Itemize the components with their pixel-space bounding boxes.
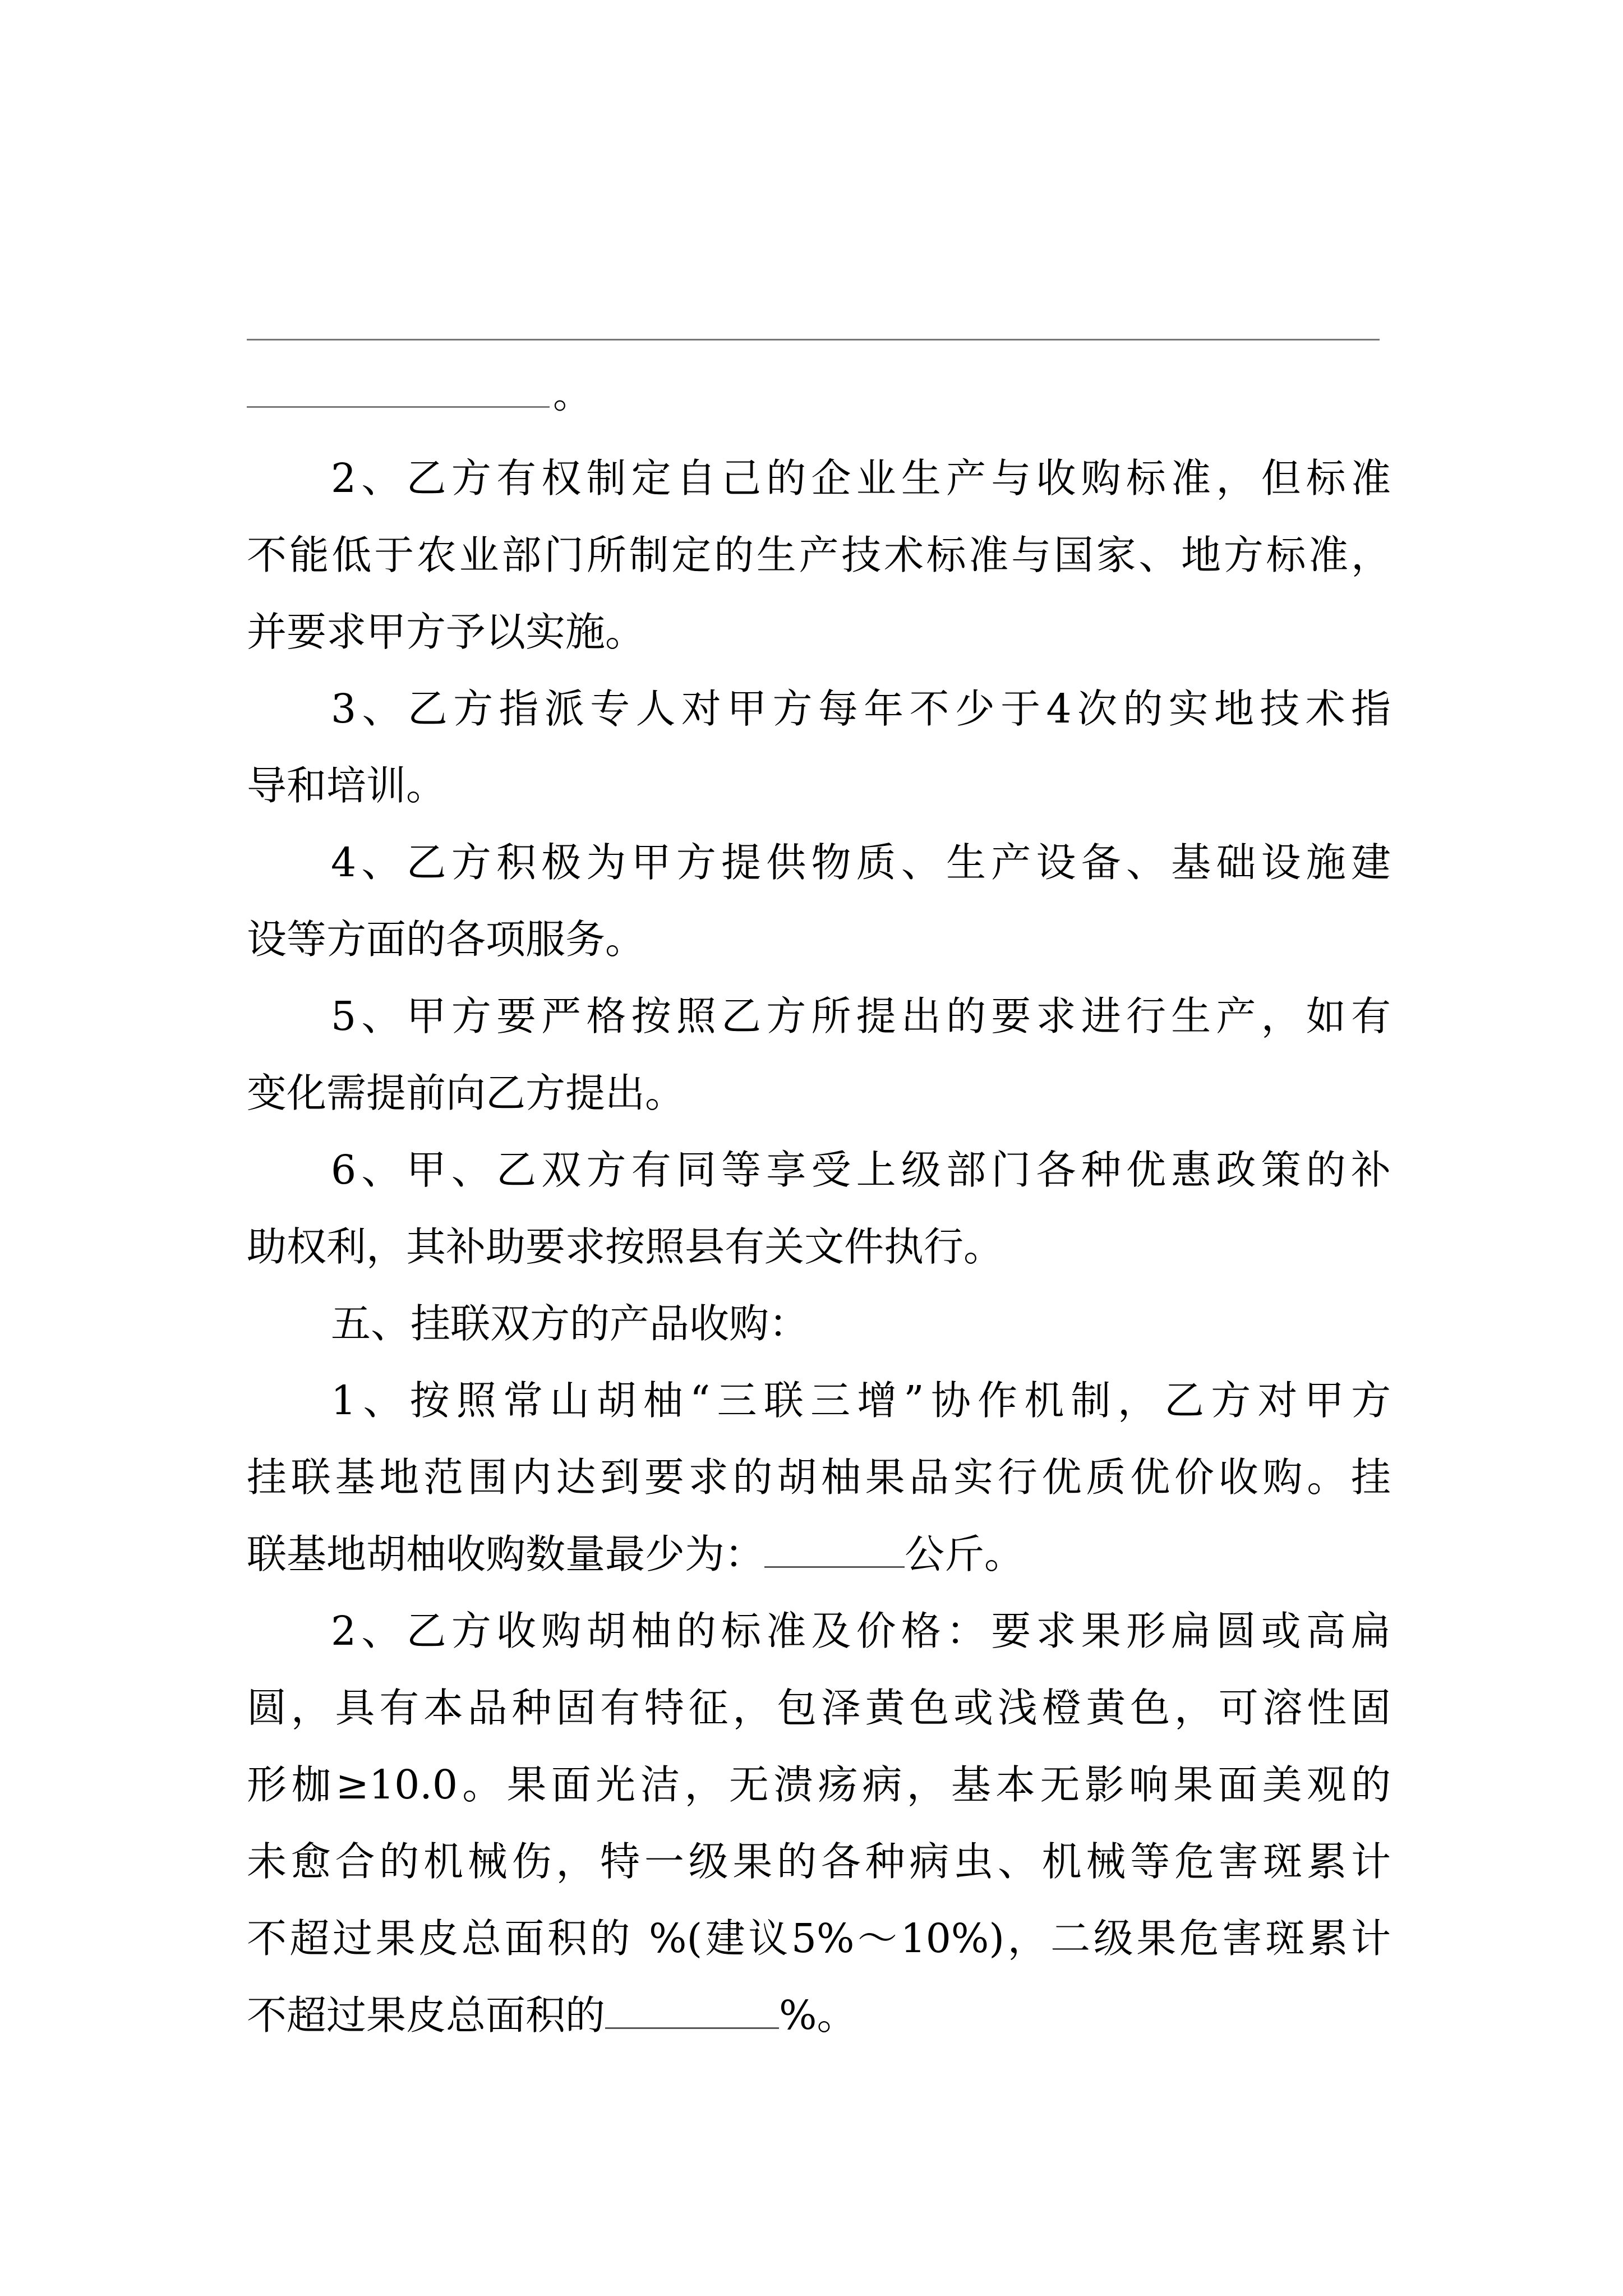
purchase-2-line-5: 不超过果皮总面积的 %(建议5%～10%)，二级果危害斑累计 bbox=[247, 1915, 1391, 1962]
grade-2-text-after: %。 bbox=[779, 1992, 857, 2039]
clause-3-line-2: 导和培训。 bbox=[247, 762, 446, 809]
purchase-2-line-3: 形枷≥10.0。果面光洁，无溃疡病，基本无影响果面美观的 bbox=[247, 1761, 1391, 1808]
grade-2-text-before: 不超过果皮总面积的 bbox=[247, 1992, 606, 2039]
clause-5-line-2: 变化需提前向乙方提出。 bbox=[247, 1070, 685, 1116]
purchase-1-line-3 bbox=[247, 1521, 1391, 1588]
blank-fill-line bbox=[247, 339, 1380, 341]
clause-2-line-2: 不能低于农业部门所制定的生产技术标准与国家、地方标准， bbox=[247, 532, 1391, 578]
clause-3-line-1: 3、乙方指派专人对甲方每年不少于4次的实地技术指 bbox=[331, 685, 1391, 732]
clause-4-line-2: 设等方面的各项服务。 bbox=[247, 916, 645, 963]
purchase-2-line-6 bbox=[247, 1982, 1391, 2049]
clause-6-line-2: 助权利，其补助要求按照县有关文件执行。 bbox=[247, 1223, 1004, 1270]
purchase-2-line-1: 2、乙方收购胡柚的标准及价格：要求果形扁圆或高扁 bbox=[331, 1608, 1391, 1654]
purchase-2-line-4: 未愈合的机械伤，特一级果的各种病虫、机械等危害斑累计 bbox=[247, 1838, 1391, 1885]
blank-fill-line-end bbox=[247, 365, 591, 426]
clause-5-line-1: 5、甲方要严格按照乙方所提出的要求进行生产，如有 bbox=[331, 993, 1391, 1039]
clause-2-line-3: 并要求甲方予以实施。 bbox=[247, 609, 645, 655]
quantity-text-after: 公斤。 bbox=[905, 1531, 1025, 1577]
purchase-1-line-2: 挂联基地范围内达到要求的胡柚果品实行优质优价收购。挂 bbox=[247, 1454, 1391, 1501]
purchase-1-line-1: 1、按照常山胡柚“三联三增”协作机制，乙方对甲方 bbox=[331, 1377, 1391, 1424]
clause-4-line-1: 4、乙方积极为甲方提供物质、生产设备、基础设施建 bbox=[331, 839, 1391, 886]
section-5-heading: 五、挂联双方的产品收购： bbox=[331, 1300, 809, 1347]
grade-2-percent-blank bbox=[605, 1989, 779, 2029]
clause-2-line-1: 2、乙方有权制定自己的企业生产与收购标准，但标准 bbox=[331, 455, 1391, 501]
blank-underline bbox=[247, 406, 550, 408]
purchase-2-line-2: 圆，具有本品种固有特征，包泽黄色或浅橙黄色，可溶性固 bbox=[247, 1685, 1391, 1731]
period-mark: 。 bbox=[553, 373, 592, 417]
quantity-blank bbox=[764, 1528, 905, 1568]
quantity-text-before: 联基地胡柚收购数量最少为： bbox=[247, 1531, 765, 1577]
clause-6-line-1: 6、甲、乙双方有同等享受上级部门各种优惠政策的补 bbox=[331, 1147, 1391, 1193]
